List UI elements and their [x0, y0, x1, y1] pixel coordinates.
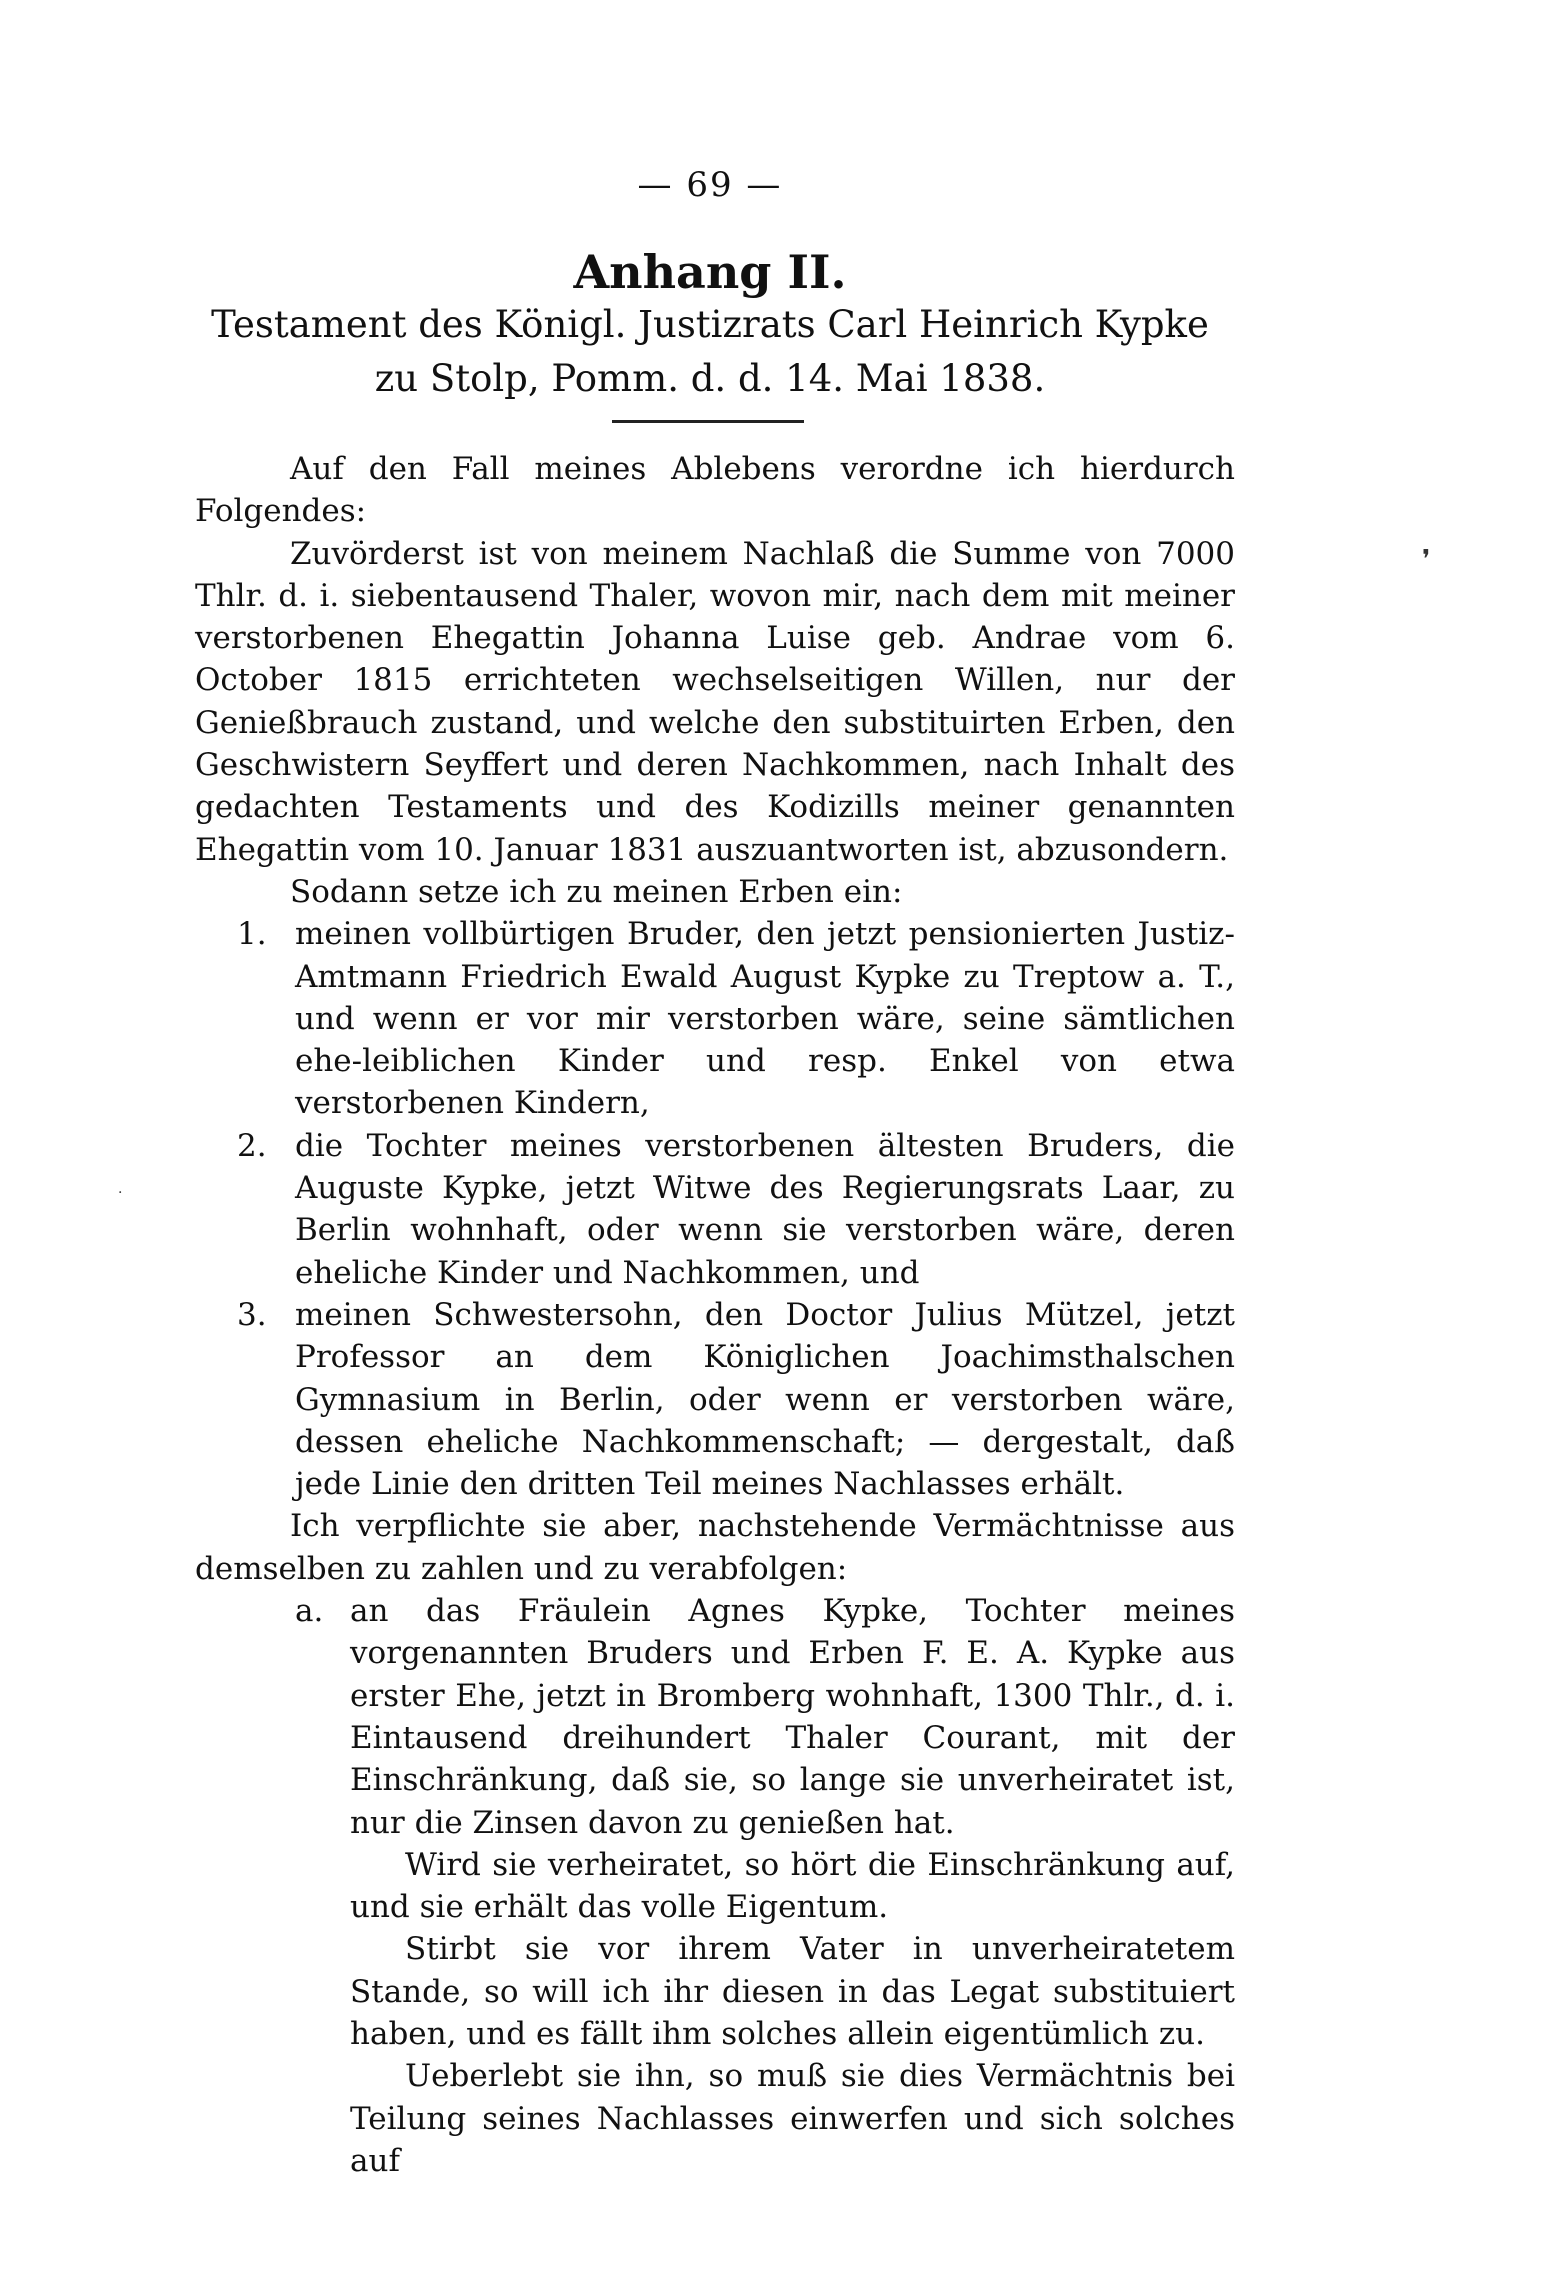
heir-item [195, 1125, 1235, 1294]
paragraph-intro: Auf den Fall meines Ablebens verordne ich hierdurch Folgendes: [195, 451, 1235, 530]
heir-marker: 2. [237, 1127, 267, 1164]
legacy-item [195, 1590, 1235, 1844]
paragraph-heirs-intro: Sodann setze ich zu meinen Erben ein: [290, 873, 903, 910]
page-number: — 69 — [637, 165, 783, 205]
title-divider [612, 420, 804, 423]
testament-title: Testament des Königl. Justizrats Carl Heinrich Kypke zu Stolp, Pomm. d. d. 14. Mai 1838. [211, 303, 1209, 400]
legacy-sub-paragraph: Ueberlebt sie ihn, so muß sie dies Vermächtnis bei Teilung seines Nachlasses einwerfen und sich solches auf [350, 2058, 1235, 2179]
heir-marker: 3. [237, 1296, 267, 1333]
heir-item [195, 1294, 1235, 1505]
legacy-text: an das Fräulein Agnes Kypke, Tochter meines vorgenannten Bruders und Erben F. E. A. Kypke aus erster Ehe, jetzt in Bromberg wohnhaft, 1300 Thlr., d. i. Eintausend dreihundert Thaler Courant, mit der Einschränkung, daß sie, so lange sie unverheiratet ist, nur die Zinsen davon zu genießen hat. [350, 1593, 1235, 1841]
print-speck: ❜ [1422, 545, 1431, 575]
print-speck: · [118, 1185, 123, 1201]
heir-text: meinen vollbürtigen Bruder, den jetzt pensionierten Justiz-Amtmann Friedrich Ewald August Kypke zu Treptow a. T., und wenn er vor mir verstorben wäre, seine sämtlichen ehe-leiblichen Kinder und resp. Enkel von etwa verstorbenen Kindern, [295, 916, 1235, 1122]
heir-item [195, 913, 1235, 1124]
heir-marker: 1. [237, 916, 267, 953]
legacy-sub-paragraph: Stirbt sie vor ihrem Vater in unverheiratetem Stande, so will ich ihr diesen in das Legat substituiert haben, und es fällt ihm solches allein eigentümlich zu. [350, 1931, 1235, 2052]
paragraph-legacies-intro: Ich verpflichte sie aber, nachstehende Vermächtnisse aus demselben zu zahlen und zu verabfolgen: [195, 1508, 1235, 1587]
heir-text: die Tochter meines verstorbenen ältesten Bruders, die Auguste Kypke, jetzt Witwe des Regierungsrats Laar, zu Berlin wohnhaft, oder wenn sie verstorben wäre, deren eheliche Kinder und Nachkommen, und [295, 1127, 1235, 1291]
heir-text: meinen Schwestersohn, den Doctor Julius Mützel, jetzt Professor an dem Königlichen Joachimsthalschen Gymnasium in Berlin, oder wenn er verstorben wäre, dessen eheliche Nachkommenschaft; — dergestalt, daß jede Linie den dritten Teil meines Nachlasses erhält. [295, 1296, 1235, 1503]
paragraph-separation: Zuvörderst ist von meinem Nachlaß die Summe von 7000 Thlr. d. i. siebentausend Thaler, wovon mir, nach dem mit meiner verstorbenen Ehegattin Johanna Luise geb. Andrae vom 6. October 1815 errichteten wechselseitigen Willen, nur der Genießbrauch zustand, und welche den substituirten Erben, den Geschwistern Seyffert und deren Nachkommen, nach Inhalt des gedachten Testaments und des Kodizills meiner genannten Ehegattin vom 10. Januar 1831 auszuantworten ist, abzusondern. [195, 535, 1235, 868]
appendix-heading: Anhang II. [573, 245, 847, 299]
legacy-sub-paragraph: Wird sie verheiratet, so hört die Einschränkung auf, und sie erhält das volle Eigentum. [350, 1846, 1235, 1926]
legacy-marker: a. [295, 1593, 324, 1630]
document-body [195, 448, 1235, 2182]
